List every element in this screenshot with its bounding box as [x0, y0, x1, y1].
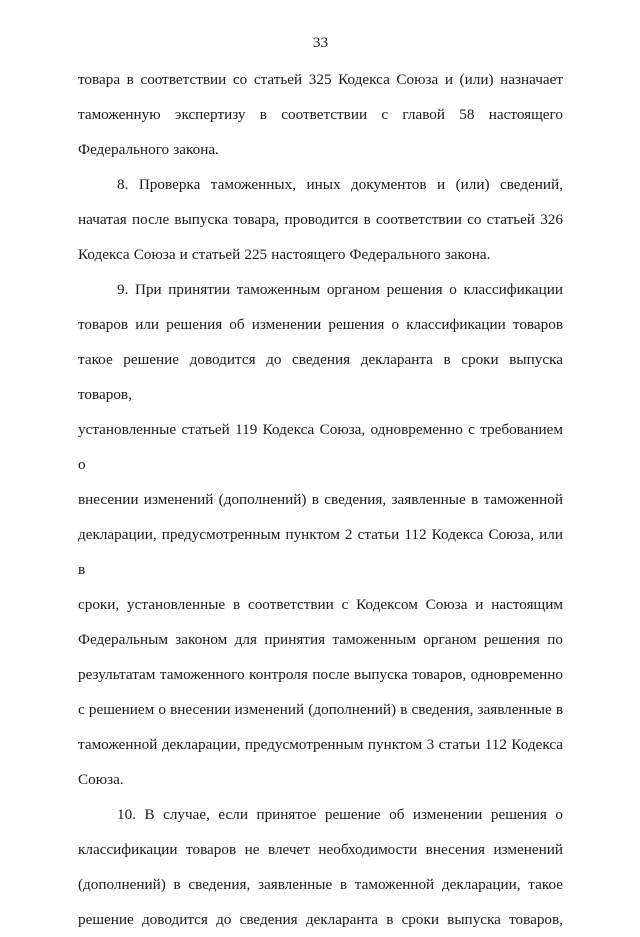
page-number: 33 [312, 34, 329, 51]
text-line: товаров или решения об изменении решения о классификации товаров [78, 316, 563, 333]
text-line: 9. При принятии таможенным органом решения о классификации [117, 281, 563, 298]
text-line: Союза. [78, 771, 124, 788]
text-line: Кодекса Союза и статьей 225 настоящего Федерального закона. [78, 246, 491, 263]
paragraph [78, 797, 563, 937]
text-line: Федеральным законом для принятия таможенным органом решения по [78, 631, 563, 648]
text-line: сроки, установленные в соответствии с Кодексом Союза и настоящим [78, 596, 563, 613]
text-line: классификации товаров не влечет необходимости внесения изменений [78, 841, 563, 858]
text-line: таможенную экспертизу в соответствии с главой 58 настоящего [78, 106, 563, 123]
paragraph [78, 62, 563, 167]
text-line: начатая после выпуска товара, проводится в соответствии со статьей 326 [78, 211, 563, 228]
text-line: такое решение доводится до сведения декларанта в сроки выпуска товаров, [78, 351, 563, 403]
text-line: внесении изменений (дополнений) в сведения, заявленные в таможенной [78, 491, 563, 508]
text-line: таможенной декларации, предусмотренным пунктом 3 статьи 112 Кодекса [78, 736, 563, 753]
text-line: 10. В случае, если принятое решение об изменении решения о [117, 806, 563, 823]
text-line: (дополнений) в сведения, заявленные в таможенной декларации, такое [78, 876, 563, 893]
text-line: с решением о внесении изменений (дополнений) в сведения, заявленные в [78, 701, 563, 718]
text-line: установленные статьей 119 Кодекса Союза, одновременно с требованием о [78, 421, 563, 473]
text-line: декларации, предусмотренным пунктом 2 статьи 112 Кодекса Союза, или в [78, 526, 563, 578]
paragraph [78, 272, 563, 797]
text-line: Федерального закона. [78, 141, 219, 158]
text-line: решение доводится до сведения декларанта в сроки выпуска товаров, [78, 911, 563, 928]
text-line: 8. Проверка таможенных, иных документов и (или) сведений, [117, 176, 563, 193]
text-line: товара в соответствии со статьей 325 Кодекса Союза и (или) назначает [78, 71, 563, 88]
paragraph [78, 167, 563, 272]
text-body [78, 62, 563, 937]
text-line: результатам таможенного контроля после выпуска товаров, одновременно [78, 666, 563, 683]
